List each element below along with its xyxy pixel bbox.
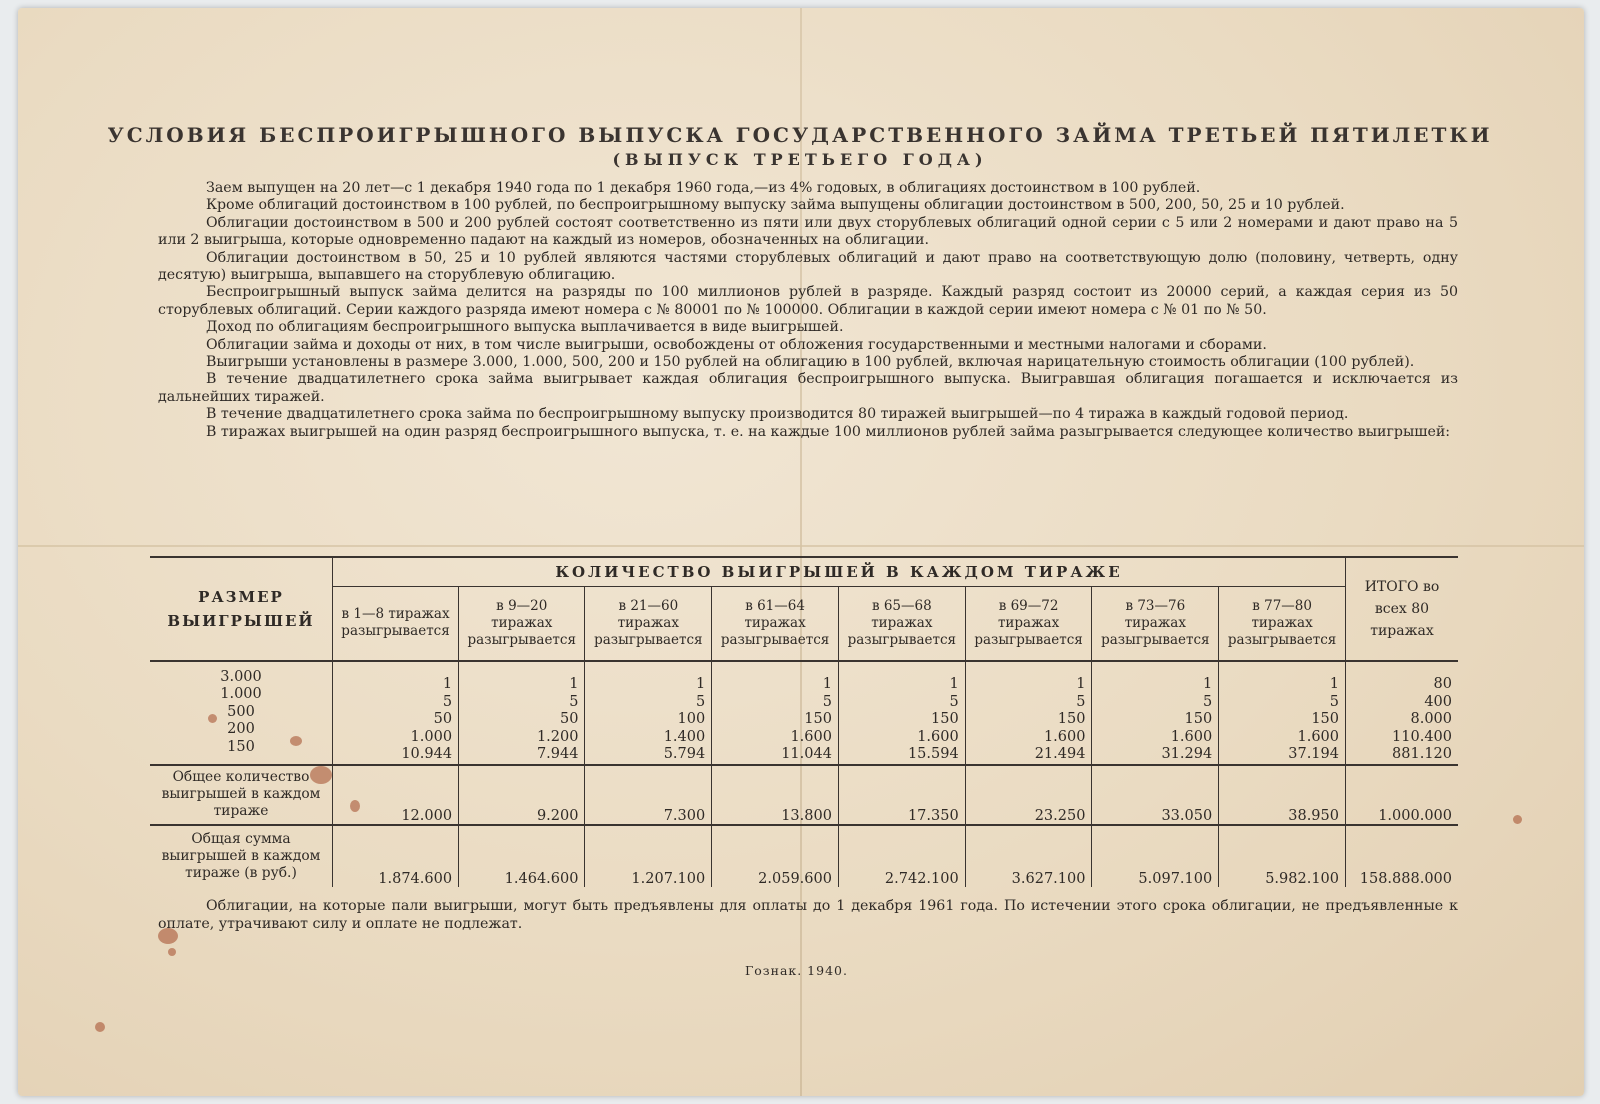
prize-size: 500 [227,703,255,720]
prize-total: 8.000 [1410,711,1452,727]
prize-count: 1.600 [1170,728,1213,745]
prize-count: 1.000 [410,728,453,745]
count-cell [1219,661,1346,765]
prize-count: 11.044 [781,746,832,762]
draw-range-header: в 21—60 тиражах разыгрывается [585,587,712,661]
prize-count: 10.944 [401,746,453,762]
total-count-value: 33.050 [1092,765,1219,825]
prize-count: 5 [569,693,579,710]
total-count-value: 12.000 [333,765,459,825]
prize-count: 1 [1329,676,1339,692]
stain-mark [95,1022,105,1032]
terms-paragraph: Кроме облигаций достоинством в 100 рублей, по беспроигрышному выпуску займа выпущены облигации достоинством в 500, 200, 50, 25 и 10 рублей. [206,197,1345,214]
prize-count: 1.600 [1297,728,1339,745]
total-count-value: 17.350 [838,765,965,825]
prize-count: 1 [442,676,453,692]
draw-range-header: в 73—76 тиражах разыгрывается [1092,587,1219,661]
terms-paragraph: Облигации займа и доходы от них, в том числе выигрыши, освобождены от обложения государственными и местными налогами и сборами. [206,336,1267,353]
terms-paragraph: Доход по облигациям беспроигрышного выпуска выплачивается в виде выигрышей. [206,319,844,336]
total-count-value: 38.950 [1219,765,1346,825]
prize-count: 150 [1057,711,1086,727]
terms-paragraph: В тиражах выигрышей на один разряд беспроигрышного выпуска, т. е. на каждые 100 миллионов рублей займа разыгрывается следующее количество выигрышей: [206,423,1451,440]
total-count-label: Общее количество выигрышей в каждом тираже [161,769,321,819]
prize-count: 1 [1076,676,1086,692]
redemption-note: Облигации, на которые пали выигрыши, могут быть предъявлены для оплаты до 1 декабря 1961 года. По истечении этого срока облигации, не предъявленные к оплате, утрачивают силу и оплате не подлежат. [158,898,1458,932]
terms-paragraph: Облигации достоинством в 500 и 200 рублей состоят соответственно из пяти или двух сторублевых облигаций одной серии с 5 или 2 номерами и дают право на 5 или 2 выигрыша, которые одновременно падают на каждый из номеров, обозначенных на облигации. [158,214,1458,249]
prize-count: 5 [1329,693,1339,710]
total-header: ИТОГО во всех 80 тиражах [1346,557,1459,661]
total-sum-label: Общая сумма выигрышей в каждом тираже (в руб.) [161,830,321,881]
prize-table [150,556,1458,887]
prize-count: 50 [433,711,453,727]
prize-size: 150 [227,738,255,755]
prize-count: 5 [822,693,832,710]
terms-paragraph: Выигрыши установлены в размере 3.000, 1.000, 500, 200 и 150 рублей на облигацию в 100 рублей, включая нарицательную стоимость облигации (100 рублей). [206,354,1415,371]
prize-count: 5 [1076,693,1086,710]
prize-count: 5 [949,693,959,710]
prize-total: 400 [1424,693,1452,710]
count-cell [333,661,459,765]
count-cell [965,661,1092,765]
count-cell [585,661,712,765]
total-sum-value: 2.059.600 [712,825,839,887]
document-title: УСЛОВИЯ БЕСПРОИГРЫШНОГО ВЫПУСКА ГОСУДАРСТВЕННОГО ЗАЙМА ТРЕТЬЕЙ ПЯТИЛЕТКИ [107,123,1493,147]
stain-mark [1513,815,1522,824]
prize-total: 110.400 [1392,728,1452,745]
prize-size: 200 [227,721,255,738]
total-sum-value: 3.627.100 [965,825,1092,887]
draw-range-header: в 61—64 тиражах разыгрывается [712,587,839,661]
prize-count: 150 [804,711,832,727]
prize-size: 3.000 [220,668,262,685]
draw-range-header: в 1—8 тиражах разыгрывается [333,587,459,661]
terms-paragraph: В течение двадцатилетнего срока займа выигрывает каждая облигация беспроигрышного выпуска. Выигравшая облигация погашается и исключается из дальнейших тиражей. [158,371,1458,405]
total-sum-value: 158.888.000 [1346,825,1459,887]
count-cell [459,661,585,765]
prize-count: 31.294 [1161,746,1213,762]
count-cell [712,661,839,765]
count-cell [838,661,965,765]
printer-imprint: Гознак. 1940. [745,963,848,978]
prize-count: 5 [1202,693,1213,710]
draw-range-header: в 65—68 тиражах разыгрывается [838,587,965,661]
total-count-value: 23.250 [965,765,1092,825]
terms-paragraph: Заем выпущен на 20 лет—с 1 декабря 1940 года по 1 декабря 1960 года,—из 4% годовых, в облигациях достоинством в 100 рублей. [206,180,1201,196]
prize-count-group-header: КОЛИЧЕСТВО ВЫИГРЫШЕЙ В КАЖДОМ ТИРАЖЕ [333,557,1346,587]
total-sum-value: 1.207.100 [585,825,712,887]
terms-paragraph: Облигации достоинством в 50, 25 и 10 рублей являются частями сторублевых облигаций и дают право на соответствующую долю (половину, четверть, одну десятую) выигрыша, выпавшего на сторублевую облигацию. [158,249,1458,284]
total-count-value: 9.200 [459,765,585,825]
terms-paragraph: В течение двадцатилетнего срока займа по беспроигрышному выпуску производится 80 тиражей выигрышей—по 4 тиража в каждый годовой период. [206,406,1349,423]
prize-count: 1.600 [1043,728,1086,745]
total-sum-value: 5.097.100 [1092,825,1219,887]
total-sum-value: 2.742.100 [838,825,965,887]
total-count-value: 13.800 [712,765,839,825]
prize-count: 1.200 [536,728,579,745]
total-count-value: 7.300 [585,765,712,825]
total-sum-value: 1.874.600 [333,825,459,887]
prize-count: 1 [695,676,706,692]
total-sum-value: 5.982.100 [1219,825,1346,887]
prize-count: 150 [1184,711,1213,727]
prize-size-header: РАЗМЕР ВЫИГРЫШЕЙ [150,557,333,661]
prize-count: 21.494 [1034,746,1086,762]
draw-range-header: в 9—20 тиражах разыгрывается [459,587,585,661]
terms-paragraph: Беспроигрышный выпуск займа делится на разряды по 100 миллионов рублей в разряде. Каждый разряд состоит из 20000 серий, а каждая серия из 50 сторублевых облигаций. Серии каждого разряда имеют номера с № 80001 по № 100000. Облигации в каждой серии имеют номера с № 01 по № 50. [158,284,1458,318]
prize-count: 7.944 [536,746,579,762]
prize-count: 50 [560,711,579,727]
prize-count: 150 [1311,711,1339,727]
prize-count: 1.600 [917,728,959,745]
prize-count: 1 [822,676,832,692]
count-cell [1092,661,1219,765]
stain-mark [168,948,176,956]
prize-total: 881.120 [1392,746,1452,762]
prize-count: 1.600 [790,728,832,745]
prize-size: 1.000 [220,686,262,703]
prize-total: 80 [1433,676,1452,692]
prize-count: 150 [931,711,959,727]
prize-count: 15.594 [907,746,959,762]
document-subtitle: (ВЫПУСК ТРЕТЬЕГО ГОДА) [612,150,988,169]
prize-count: 1 [1202,676,1213,692]
total-sum-value: 1.464.600 [459,825,585,887]
prize-count: 37.194 [1288,746,1339,762]
prize-count: 5 [695,693,706,710]
prize-size-cell [150,661,333,765]
prize-count: 5.794 [663,746,706,762]
terms-text [158,180,1458,441]
prize-count: 1 [569,676,579,692]
prize-count: 100 [677,711,706,727]
total-cell [1346,661,1459,765]
total-count-value: 1.000.000 [1346,765,1459,825]
horizontal-fold-crease [18,545,1584,547]
prize-count: 1.400 [663,728,706,745]
prize-count: 1 [949,676,959,692]
draw-range-header: в 77—80 тиражах разыгрывается [1219,587,1346,661]
prize-count: 5 [442,693,453,710]
draw-range-header: в 69—72 тиражах разыгрывается [965,587,1092,661]
